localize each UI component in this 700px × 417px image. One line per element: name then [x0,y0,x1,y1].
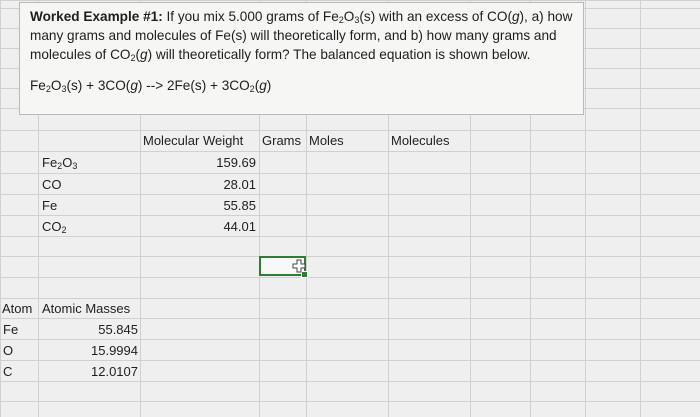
molecular-weight-value[interactable]: 44.01 [223,219,256,234]
problem-statement [30,7,573,64]
grid-line [0,173,700,174]
subscript: 3 [354,15,360,25]
atomic-mass-value[interactable]: 55.845 [98,322,138,337]
molecular-weight-value[interactable]: 159.69 [216,155,256,170]
grid-line [0,318,700,319]
molecular-weight-value[interactable]: 28.01 [223,177,256,192]
subscript: 2 [45,84,51,94]
problem-text: If you mix 5.000 grams of Fe [166,9,339,24]
atom-symbol[interactable]: O [3,343,14,358]
grid-line [0,215,700,216]
header-molecules[interactable]: Molecules [391,133,450,148]
problem-text-italic: g [140,47,148,62]
atomic-mass-value[interactable]: 15.9994 [91,343,138,358]
subscript: 3 [72,161,78,171]
problem-text: O [343,9,355,24]
grid-line [640,0,641,417]
subscript: 2 [61,225,67,235]
compound-label[interactable] [42,197,57,215]
grid-line [0,0,1,417]
grid-line [0,194,700,195]
grid-line [0,236,700,237]
header-atom[interactable]: Atom [2,301,33,316]
grid-line [585,0,586,417]
subscript: 3 [61,84,67,94]
compound-text: CO [42,219,62,234]
subscript: 2 [130,53,136,63]
eq-text-italic: g [259,78,267,93]
atomic-mass-value[interactable]: 12.0107 [91,364,138,379]
compound-text: Fe [42,198,58,213]
grid-line [0,277,700,278]
compound-text: O [62,155,73,170]
example-title: Worked Example #1: [30,9,163,24]
grid-line [0,339,700,340]
grid-line [0,360,700,361]
grid-line [0,298,700,299]
eq-text: Fe [30,78,46,93]
eq-text: (s) + 3CO( [66,78,131,93]
problem-text: ( [135,47,141,62]
header-molecular-weight[interactable]: Molecular Weight [143,133,244,148]
problem-text: (s) with an excess of CO( [359,9,512,24]
problem-text-italic: g [511,9,520,24]
problem-text: ), a) how [519,9,573,24]
compound-text: CO [42,177,62,192]
problem-text: ) will theoretically form? The balanced equation is shown below. [147,47,531,62]
plus-cursor-icon [292,259,306,273]
subscript: 2 [338,15,344,25]
selected-cell[interactable] [259,256,306,276]
eq-text: O [50,78,62,93]
eq-text-italic: g [130,78,138,93]
atom-symbol[interactable]: C [3,364,13,379]
subscript: 2 [57,161,63,171]
grid-line [0,256,700,257]
subscript: 2 [249,84,255,94]
header-grams[interactable]: Grams [262,133,301,148]
grid-line [0,151,700,152]
header-moles[interactable]: Moles [309,133,344,148]
grid-line [0,401,700,402]
molecular-weight-value[interactable]: 55.85 [223,198,256,213]
eq-text: ( [254,78,260,93]
compound-label[interactable] [42,218,67,236]
compound-text: Fe [42,155,58,170]
grid-line [0,381,700,382]
balanced-equation [30,76,573,95]
header-atomic-masses[interactable]: Atomic Masses [42,301,131,316]
compound-label[interactable] [42,154,77,172]
eq-text: ) [266,78,272,93]
problem-text: many grams and molecules of Fe(s) will theoretically form, and b) how many grams and [30,28,557,43]
problem-text: molecules of CO [30,47,131,62]
compound-label[interactable] [42,176,62,194]
grid-line [0,130,700,131]
eq-text: ) --> 2Fe(s) + 3CO [137,78,250,93]
atom-symbol[interactable]: Fe [3,322,19,337]
worked-example-textbox[interactable] [19,2,584,115]
